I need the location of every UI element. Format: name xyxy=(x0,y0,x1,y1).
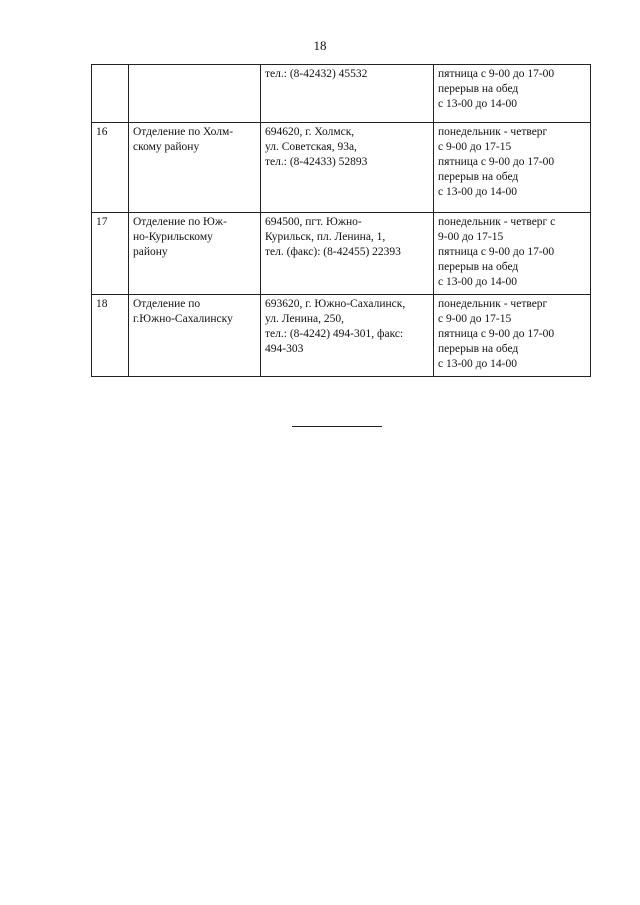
office-name-cell: Отделение по г.Южно-Сахалинску xyxy=(129,295,261,377)
row-number-cell xyxy=(92,65,129,123)
office-name-cell: Отделение по Юж- но-Курильскому району xyxy=(129,213,261,295)
hours-cell: понедельник - четверг с 9-00 до 17-15 пятница с 9-00 до 17-00 перерыв на обед с 13-00 до 14-00 xyxy=(434,123,591,213)
hours-cell: пятница с 9-00 до 17-00 перерыв на обед с 13-00 до 14-00 xyxy=(434,65,591,123)
table-row xyxy=(92,123,591,213)
row-number-cell: 18 xyxy=(92,295,129,377)
hours-cell: понедельник - четверг с 9-00 до 17-15 пятница с 9-00 до 17-00 перерыв на обед с 13-00 до 14-00 xyxy=(434,295,591,377)
office-name-cell xyxy=(129,65,261,123)
row-number-cell: 16 xyxy=(92,123,129,213)
address-cell: тел.: (8-42432) 45532 xyxy=(261,65,434,123)
address-cell: 694620, г. Холмск, ул. Советская, 93а, тел.: (8-42433) 52893 xyxy=(261,123,434,213)
end-of-document-rule xyxy=(292,426,382,427)
address-cell: 694500, пгт. Южно- Курильск, пл. Ленина, 1, тел. (факс): (8-42455) 22393 xyxy=(261,213,434,295)
address-cell: 693620, г. Южно-Сахалинск, ул. Ленина, 250, тел.: (8-4242) 494-301, факс: 494-303 xyxy=(261,295,434,377)
table-row xyxy=(92,213,591,295)
office-name-cell: Отделение по Холм- скому району xyxy=(129,123,261,213)
table-row xyxy=(92,295,591,377)
table-row xyxy=(92,65,591,123)
row-number-cell: 17 xyxy=(92,213,129,295)
hours-cell: понедельник - четверг с 9-00 до 17-15 пятница с 9-00 до 17-00 перерыв на обед с 13-00 до 14-00 xyxy=(434,213,591,295)
offices-table xyxy=(91,64,591,377)
page-number: 18 xyxy=(313,38,327,53)
